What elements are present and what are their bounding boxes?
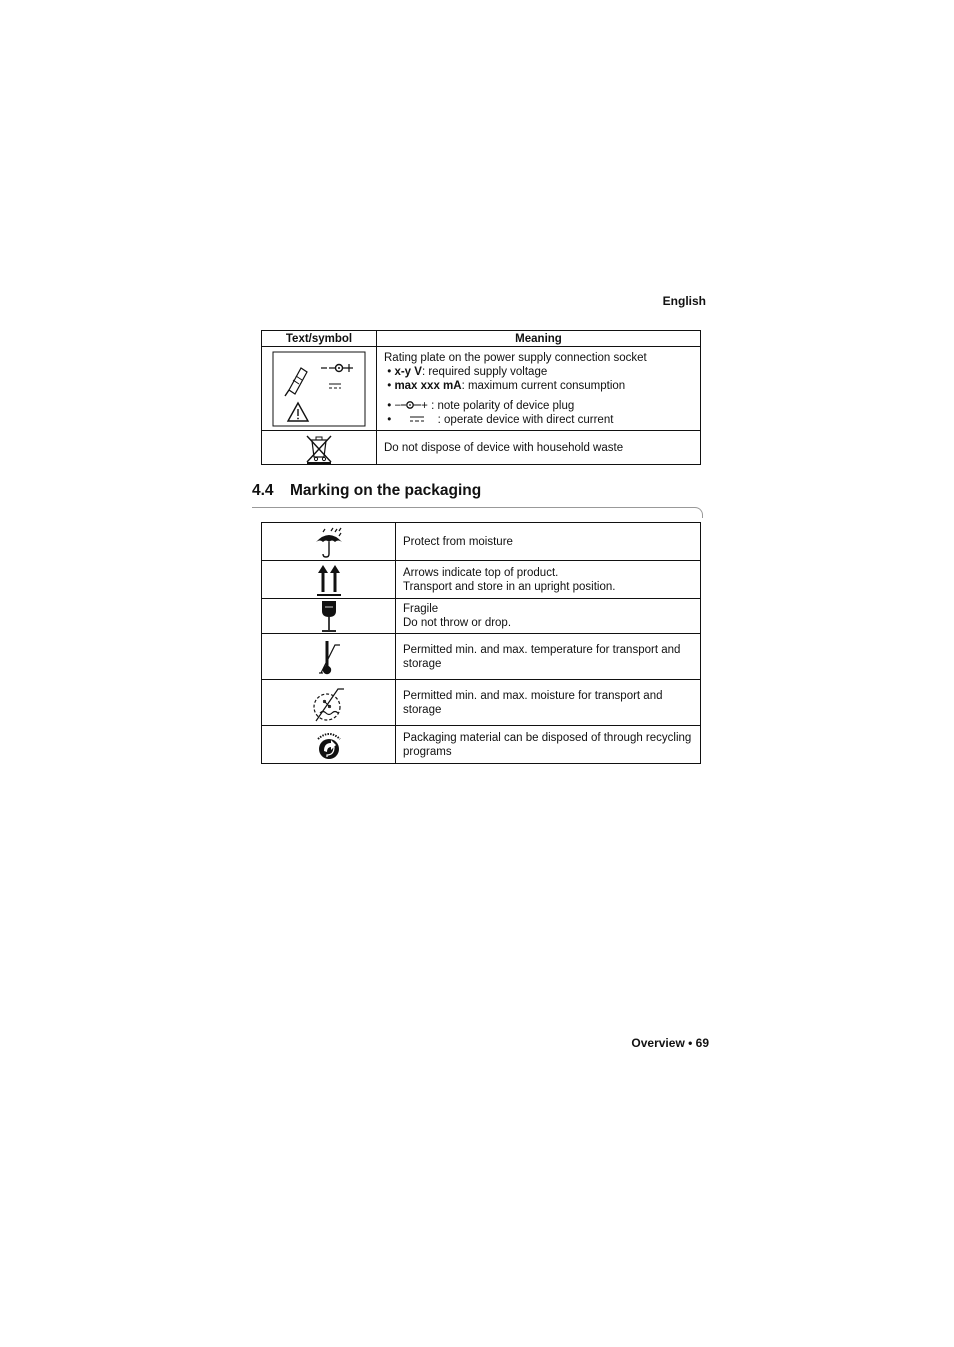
polarity-text: : note polarity of device plug bbox=[431, 399, 575, 412]
humidity-icon-cell bbox=[262, 680, 396, 726]
table-header-row bbox=[262, 331, 701, 347]
polarity-icon bbox=[401, 400, 421, 410]
polarity-plus: + bbox=[421, 399, 428, 412]
packaging-meaning bbox=[396, 523, 701, 561]
current-text: : maximum current consumption bbox=[461, 379, 626, 392]
bullet: • bbox=[387, 413, 392, 426]
rating-plate-meaning bbox=[377, 347, 701, 431]
dc-item bbox=[384, 413, 693, 427]
voltage-item bbox=[384, 365, 693, 379]
polarity-item bbox=[384, 399, 693, 413]
table-row bbox=[262, 599, 701, 634]
green-dot-recycling-icon bbox=[314, 729, 344, 761]
direct-current-icon bbox=[394, 414, 434, 424]
rating-plate-symbol-cell bbox=[262, 347, 377, 431]
meaning-line: Permitted min. and max. moisture for transport and storage bbox=[403, 689, 663, 716]
current-key: max xxx mA bbox=[394, 379, 462, 392]
page-footer: Overview • 69 bbox=[631, 1036, 709, 1050]
column-header-meaning: Meaning bbox=[377, 331, 701, 347]
section-divider bbox=[252, 507, 703, 518]
rating-plate-intro: Rating plate on the power supply connection socket bbox=[384, 351, 647, 364]
umbrella-icon bbox=[313, 526, 345, 558]
table-row bbox=[262, 347, 701, 431]
bullet: • bbox=[387, 399, 392, 412]
meaning-line: Transport and store in an upright position. bbox=[403, 580, 616, 593]
table-row bbox=[262, 680, 701, 726]
packaging-meaning bbox=[396, 561, 701, 599]
bullet: • bbox=[387, 379, 392, 392]
meaning-line: Do not throw or drop. bbox=[403, 617, 512, 629]
current-item bbox=[384, 379, 693, 393]
this-way-up-icon-cell bbox=[262, 561, 396, 599]
packaging-meaning bbox=[396, 599, 701, 634]
umbrella-icon-cell bbox=[262, 523, 396, 561]
packaging-table bbox=[261, 522, 701, 764]
waste-meaning: Do not dispose of device with household waste bbox=[377, 431, 701, 465]
meaning-line: Packaging material can be disposed of through recycling programs bbox=[403, 731, 692, 758]
table-row bbox=[262, 726, 701, 764]
meaning-line: Arrows indicate top of product. bbox=[403, 566, 559, 579]
this-way-up-icon bbox=[315, 563, 343, 597]
table-row bbox=[262, 561, 701, 599]
table-row bbox=[262, 431, 701, 465]
symbols-table bbox=[261, 330, 701, 465]
fragile-glass-icon bbox=[317, 599, 341, 633]
fragile-icon-cell bbox=[262, 599, 396, 634]
dc-text: : operate device with direct current bbox=[437, 413, 614, 426]
meaning-line: Permitted min. and max. temperature for transport and storage bbox=[403, 643, 681, 670]
table-row bbox=[262, 634, 701, 680]
packaging-meaning bbox=[396, 634, 701, 680]
meaning-line: Fragile bbox=[403, 603, 439, 615]
section-heading bbox=[252, 482, 481, 500]
section-number: 4.4 bbox=[252, 482, 274, 499]
polarity-minus: − bbox=[394, 399, 402, 412]
packaging-meaning bbox=[396, 680, 701, 726]
green-dot-icon-cell bbox=[262, 726, 396, 764]
voltage-text: : required supply voltage bbox=[421, 365, 548, 378]
table-row bbox=[262, 523, 701, 561]
column-header-symbol: Text/symbol bbox=[262, 331, 377, 347]
language-label: English bbox=[662, 294, 706, 308]
waste-symbol-cell bbox=[262, 431, 377, 465]
packaging-meaning bbox=[396, 726, 701, 764]
section-title: Marking on the packaging bbox=[290, 482, 482, 499]
meaning-line: Protect from moisture bbox=[403, 535, 513, 548]
crossed-bin-icon bbox=[302, 432, 336, 464]
temperature-limit-icon bbox=[317, 637, 341, 677]
humidity-limit-icon bbox=[312, 683, 346, 723]
voltage-key: x-y V bbox=[394, 365, 422, 378]
bullet: • bbox=[387, 365, 392, 378]
rating-plate-icon bbox=[269, 350, 369, 428]
temperature-icon-cell bbox=[262, 634, 396, 680]
